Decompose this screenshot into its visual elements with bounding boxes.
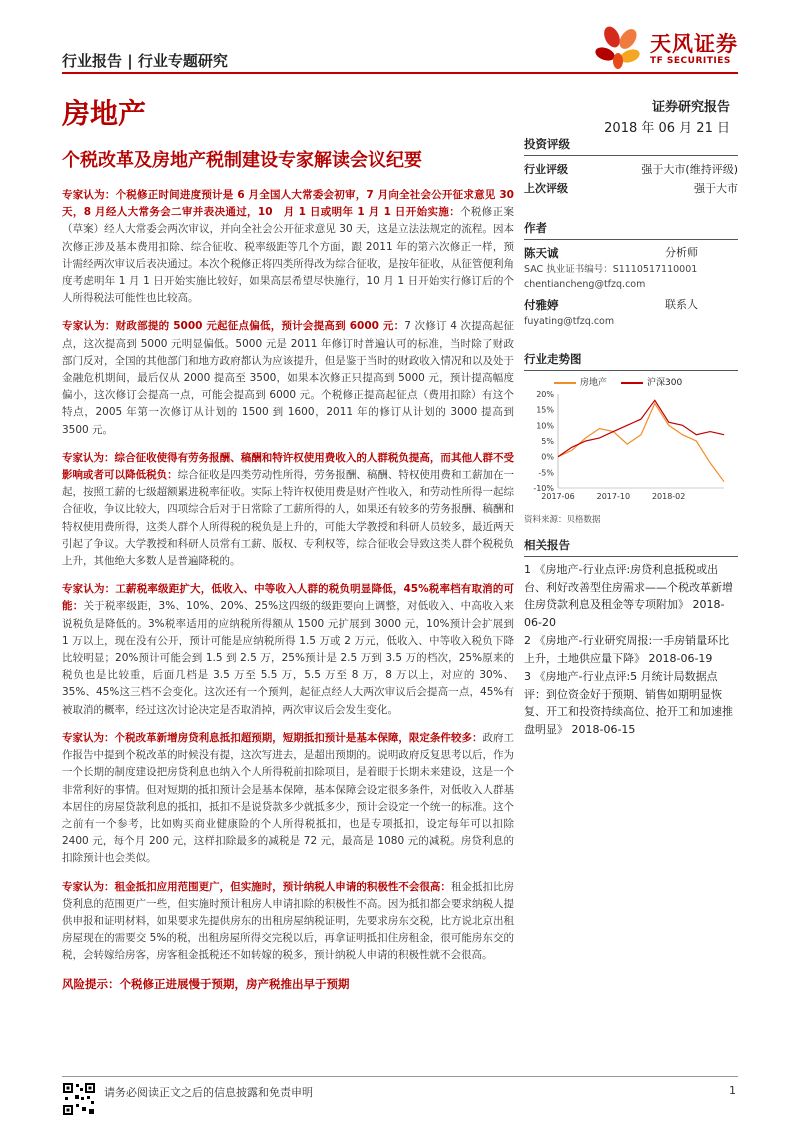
y-tick-label: 15% [536,405,554,415]
author-role: 分析师 [665,246,698,259]
paragraph-lead: 专家认为：综合征收使得有劳务报酬、稿酬和特许权使用费收入的人群税负提高，而其他人群不受影响或者可以降低税负： [62,451,514,482]
paragraph-body: 7 次修订 4 次提高起征点，这次提高到 5000 元明显偏低。5000 元是 2011 年修订时普遍认可的标准，当时除了财政部门反对，全国的其他部门和地方政府都认为应该提升，但是鉴于当时的财政收入情况和以及处于金融危机期间，最后仅从 2000 提高至 3500，如果本次修正只提高到 5000 元，预计提高幅度偏小，这次修订会提高一点，可能会提高到 6000 元。个税修正提高起征点（费用扣除）有这个特点，2005 年第一次修订从计划的 1500 到 1600，2011 年的修订从计划的 3000 提高到 3500 元。 [62,320,514,436]
trend-chart [524,388,738,508]
previous-rating-value: 强于大市 [694,182,738,195]
paragraph [62,730,514,868]
paragraph-body: 个税修正案（草案）经人大常委会两次审议，并向全社会公开征求意见 30 天，这是立法法规定的流程。因本次修正涉及基本费用扣除、综合征收、税率级距等几个方面，跟 2011 年的第六次修正一样，预计需经两次审议后表决通过。本次个税修正将四类所得改为综合征收，是按年征收，从征管便利角度考虑明年 1 月 1 日开始实施比较好，如果高层希望尽快施行，10 月 1 日开始实行修订后的个人所得税法可能性也比较高。 [62,206,514,305]
legend-item [621,375,682,388]
previous-rating-label: 上次评级 [524,182,568,195]
header-divider [62,72,738,74]
industry-rating-value: 强于大市(维持评级) [641,163,738,176]
y-tick-label: -10% [533,484,554,493]
author-block [524,244,738,292]
legend-label: 房地产 [580,378,608,388]
chart-legend [554,375,738,388]
report-date: 2018 年 06 月 21 日 [604,121,730,136]
logo-flower-icon [590,24,646,70]
report-title: 个税改革及房地产税制建设专家解读会议纪要 [62,150,422,171]
y-tick-label: 10% [536,421,554,431]
paragraph-body: 租金抵扣比房贷利息的范围更广一些，但实施时预计租房人申请扣除的积极性不高。因为抵扣都会要求纳税人提供申报和证明材料，如果要求先提供房东的出租房屋纳税证明，先要求房东交税，比方说北京出租房屋现在的需要交 5%的税，出租房屋所得交完税以后，再拿证明抵扣住房租金，很可能房东交的税，会转嫁给房客，房客租金抵税还不如转嫁的税多，预计纳税人申请的积极性就不会很高。 [62,880,515,962]
paragraph [62,187,514,307]
report-kind: 证券研究报告 [651,100,730,115]
paragraph [62,450,514,570]
y-tick-label: 20% [536,390,554,399]
author-block [524,296,738,329]
related-report-item[interactable]: 1 《房地产-行业点评:房贷利息抵税或出台、利好改善型住房需求——个税改革新增住房贷款利息及租金等专项附加》 2018-06-20 [524,563,733,629]
author-heading: 作者 [524,220,738,240]
logo-english-text: TF SECURITIES [650,56,731,66]
paragraph [62,581,514,719]
author-name: 陈天诚 [524,246,559,260]
related-report-item[interactable]: 3 《房地产-行业点评:5 月统计局数据点评：到位资金好于预期、销售如期明显恢复、开工和投资持续高位、抢开工和加速推盘明显》 2018-06-15 [524,670,733,736]
y-tick-label: 0% [541,452,554,462]
author-certificate: SAC 执业证书编号：S1110517110001 [524,264,698,275]
risk-warning: 风险提示：个税修正进展慢于预期，房产税推出早于预期 [62,976,350,991]
company-logo [590,24,740,70]
related-heading: 相关报告 [524,537,738,557]
paragraph [62,879,514,965]
industry-rating-row [524,160,738,179]
y-tick-label: -5% [538,468,554,478]
sector-title: 房地产 [62,97,147,130]
author-email[interactable]: chentiancheng@tfzq.com [524,279,646,290]
paragraph-lead: 专家认为：个税修正时间进度预计是 6 月全国人大常委会初审，7 月向全社会公开征求意见 30 天，8 月经人大常务会二审并表决通过，10 月 1 日或明年 1 月 1 日开始实施： [62,189,514,219]
industry-rating-label: 行业评级 [524,163,568,176]
footer-divider [62,1076,738,1077]
author-role: 联系人 [665,298,698,311]
paragraph-body: 关于税率级距，3%、10%、20%、25%这四级的级距要向上调整，对低收入、中高收入来说税负是降低的。3%税率适用的应纳税所得额从 1500 元扩展到 3000 元，10%预计会扩展到 1 万以上，现在没有公开，预计可能是应纳税所得 1.5 万或 2 万元，低收入、中等收入税负下降比较明显；20%预计可能会到 1.5 到 2.5 万，25%预计是 2.5 万到 3.5 万的档次，25%原来的税负也是比较重，后面几档是 3.5 万至 5.5 万，5.5 万至 8 万，8 万以上，对应的 30%、35%、45%这三档不会变化。这次还有一个预判，起征点经人大两次审议后会提高一点，45%有被取消的概率，经过这次讨论决定是否取消掉，两次审议后会发生变化。 [62,600,515,716]
previous-rating-row [524,179,738,198]
legend-item [554,375,607,388]
author-row [524,244,738,262]
x-tick-label: 2017-10 [596,492,631,501]
paragraph-lead: 专家认为：财政部提的 5000 元起征点偏低，预计会提高到 6000 元： [62,320,405,333]
author-name: 付雅婷 [524,298,559,312]
paragraph-lead: 专家认为：个税改革新增房贷利息抵扣超预期，短期抵扣预计是基本保障，限定条件较多： [62,731,483,744]
y-tick-label: 5% [541,437,554,446]
paragraph-lead: 专家认为：租金抵扣应用范围更广，但实施时，预计纳税人申请的积极性不会很高： [62,880,451,893]
rating-heading: 投资评级 [524,136,738,156]
paragraph-body: 政府工作报告中提到个税改革的时候没有提，这次写进去，是超出预期的。说明政府反复思考以后，作为一个长期的制度建设把房贷利息也纳入个人所得税前扣除项目，是着眼于长期未来建设，这是一个非常利好的事情。但对短期的抵扣预计会是基本保障，基本保障会设定很多条件，对低收入人群基本居住的房屋贷款利息的抵扣，抵扣不是说贷款多少就抵多少，预计会设定一个统一的标准。这个之前有一个参考，比如购买商业健康险的个人所得税抵扣，也是专项抵扣，设定每年可以扣除 2400 元，每个月 200 元，这样扣除最多的减税是 72 元，最高是 1080 元的减税。房贷利息的扣除预计也会类似。 [62,731,515,865]
report-category: 行业报告 | 行业专题研究 [62,52,228,70]
main-content [62,187,514,992]
x-tick-label: 2017-06 [541,492,575,501]
sidebar [524,136,738,739]
author-email[interactable]: fuyating@tfzq.com [524,316,615,327]
chart-source: 资料来源：贝格数据 [524,515,601,525]
disclaimer-note: 请务必阅读正文之后的信息披露和免责申明 [104,1086,313,1099]
series-line-csi300 [558,400,724,456]
paragraph-lead: 专家认为：工薪税率级距扩大，低收入、中等收入人群的税负明显降低，45%税率档有取消的可能： [62,583,514,613]
qr-code-icon [62,1082,96,1116]
author-row [524,296,738,314]
paragraph-body: 综合征收是四类劳动性所得，劳务报酬、稿酬、特权使用费和工薪加在一起，按照工薪的七级超额累进税率征收。实际上特许权使用费是财产性收入，和劳动性所得一起综合征收，争议比较大，四项综合后对于日常除了工薪所得的人，如果还有较多的劳务报酬、稿酬和特权使用费所得，这类人群个人所得税的税负是上升的，可能大学教授和科研人员较多，最近两天引起了争议。大学教授和科研人员常有工薪、版权、专利权等，综合征收会导致这类人群个税税负上升，其他绝大多数人是普遍降税的。 [62,469,515,568]
page-number: 1 [729,1084,736,1097]
paragraph [62,318,514,438]
logo-chinese-text: 天风证券 [650,32,738,56]
related-report-item[interactable]: 2 《房地产-行业研究周报:一手房销量环比上升，土地供应量下降》 2018-06-19 [524,634,730,665]
legend-label: 沪深300 [647,378,683,388]
x-tick-label: 2018-02 [651,492,686,501]
related-list [524,561,738,738]
trend-heading: 行业走势图 [524,351,738,371]
